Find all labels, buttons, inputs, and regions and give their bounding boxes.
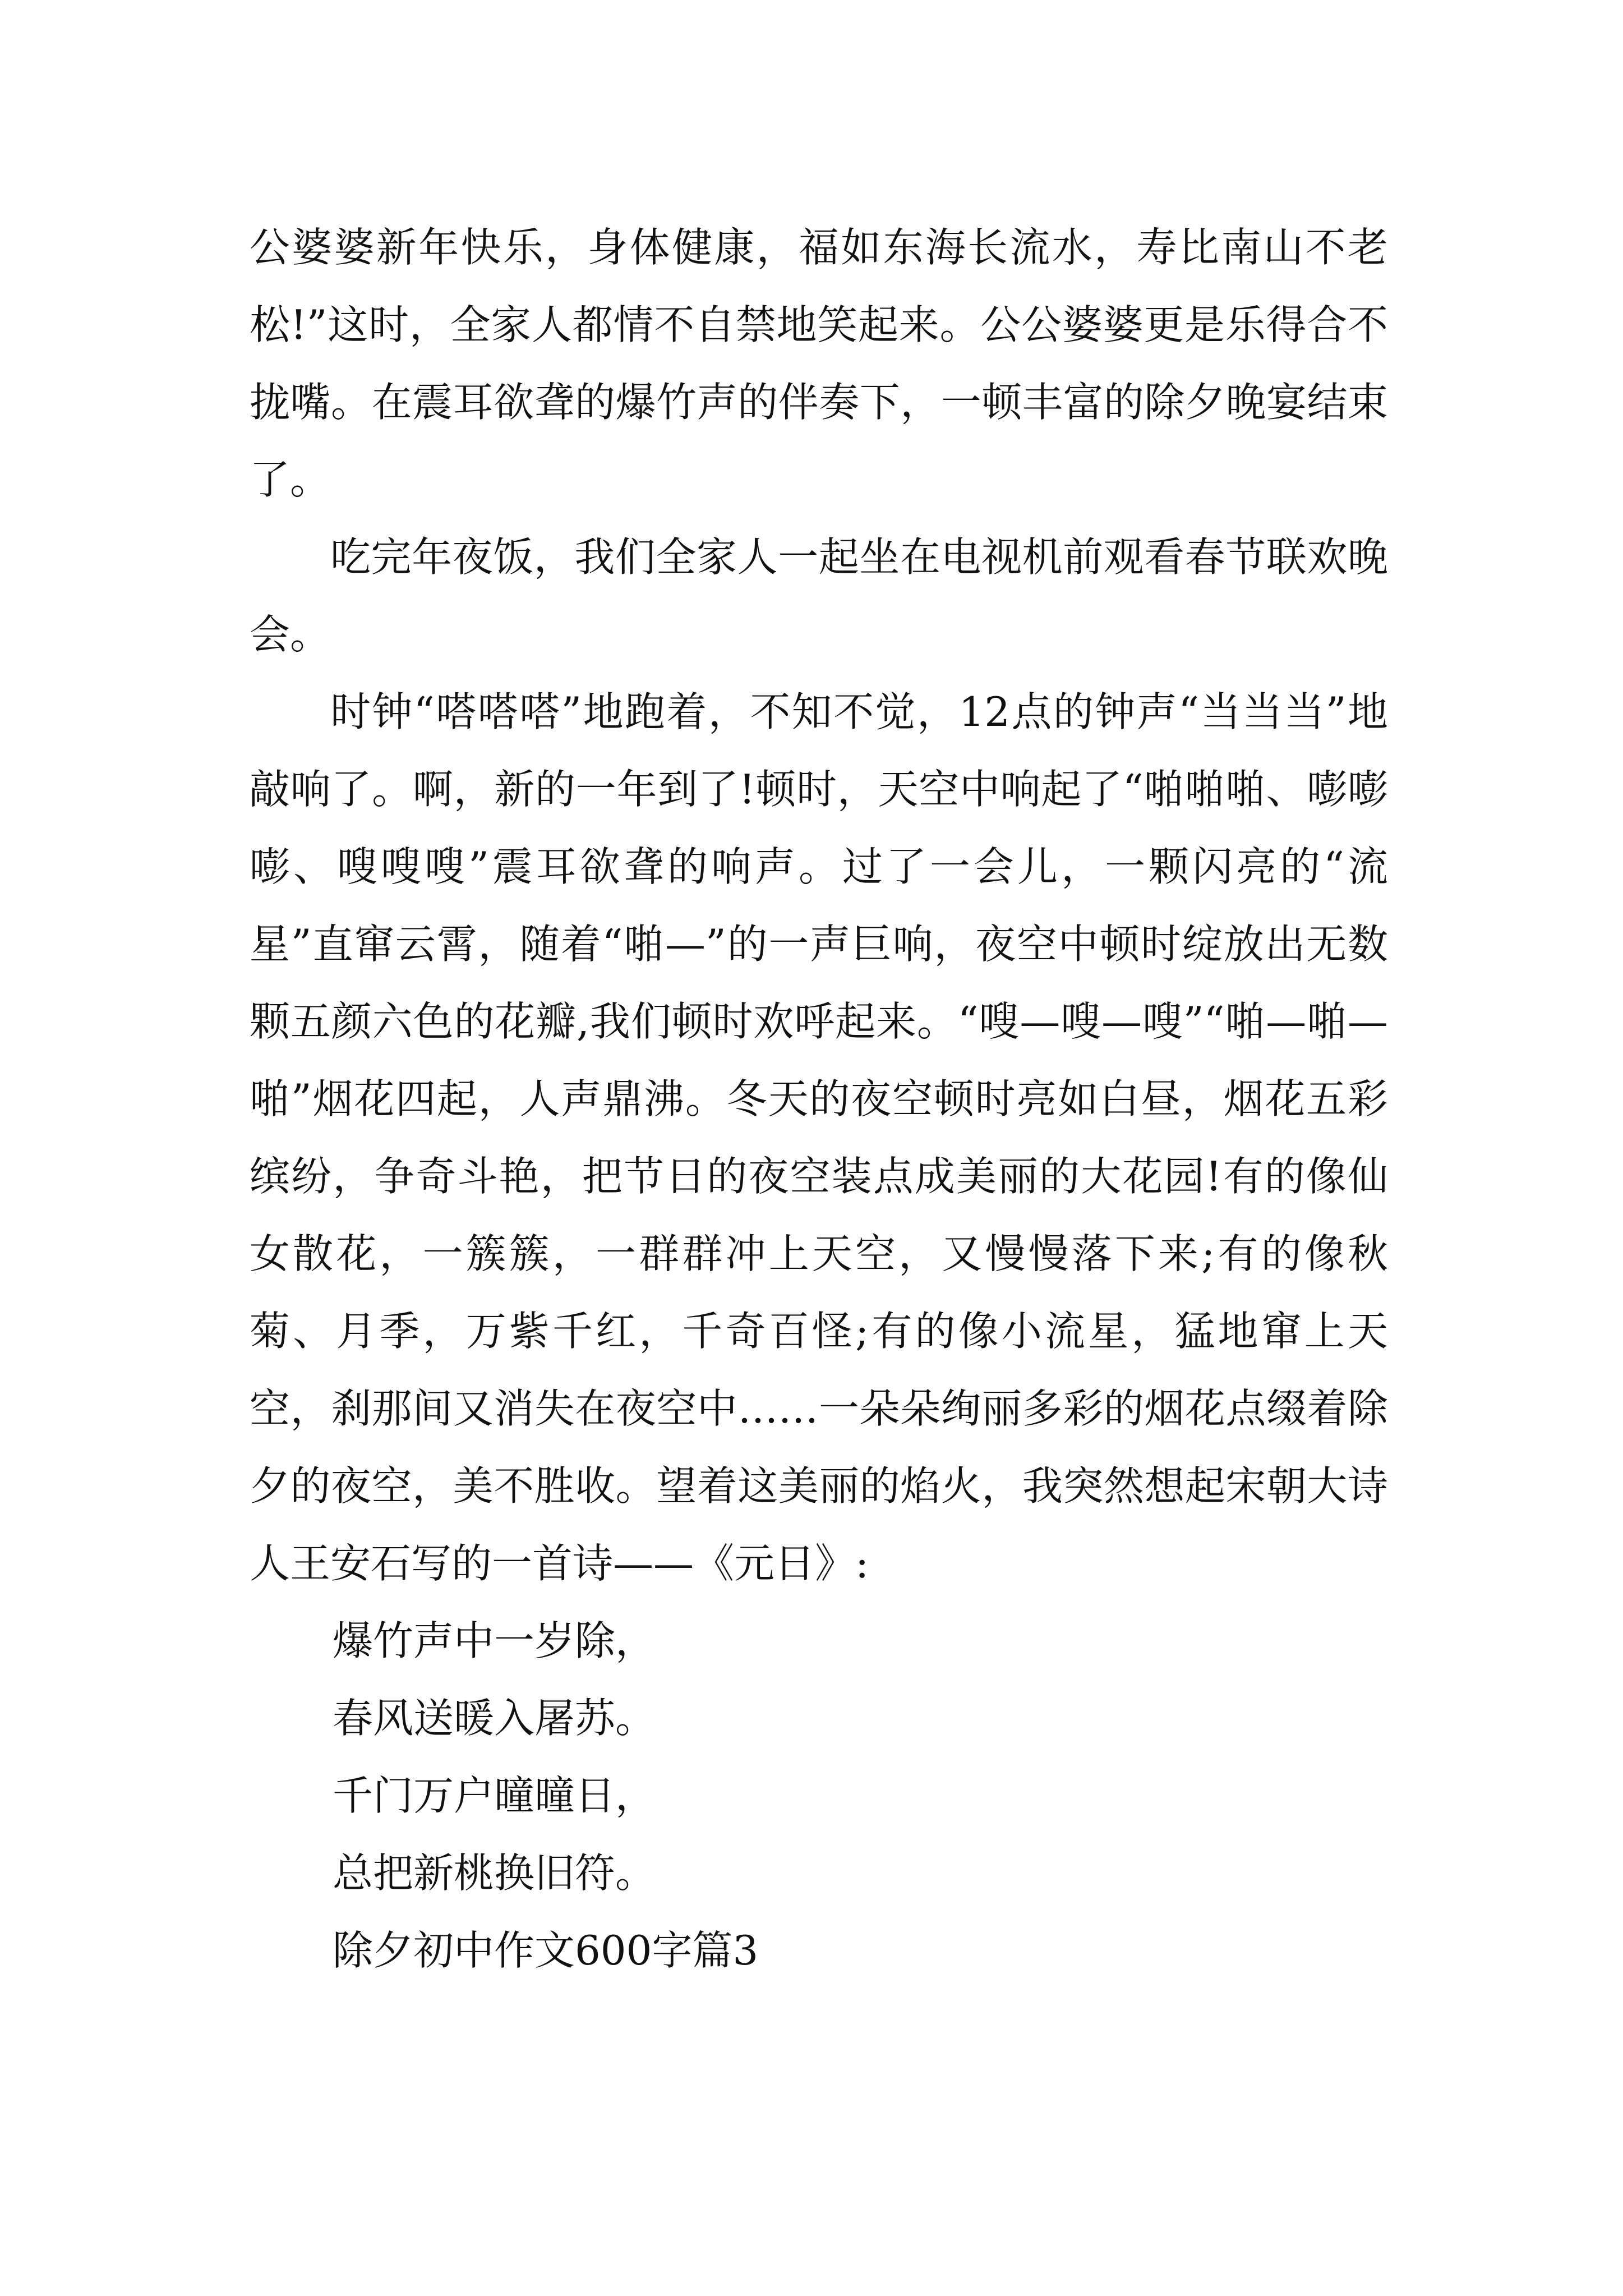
poem-line-3: 千门万户曈曈日， — [333, 1772, 656, 1819]
paragraph-fireworks: 时钟“嗒嗒嗒”地跑着，不知不觉，12点的钟声“当当当”地敲响了。啊，新的一年到了!顿时，天空中响起了“啪啪啪、嘭嘭嘭、嗖嗖嗖”震耳欲聋的响声。过了一会儿，一颗闪亮的“流星”直窜云霄，随着“啪—”的一声巨响，夜空中顿时绽放出无数颗五颜六色的花瓣,我们顿时欢呼起来。“嗖—嗖—嗖”“啪—啪—啪”烟花四起，人声鼎沸。冬天的夜空顿时亮如白昼，烟花五彩缤纷，争奇斗艳，把节日的夜空装点成美丽的大花园!有的像仙女散花，一簇簇，一群群冲上天空，又慢慢落下来;有的像秋菊、月季，万紫千红，千奇百怪;有的像小流星，猛地窜上天空，刹那间又消失在夜空中……一朵朵绚丽多彩的烟花点缀着除夕的夜空，美不胜收。望着这美丽的焰火，我突然想起宋朝大诗人王安石写的一首诗——《元日》: — [250, 688, 1388, 1587]
paragraph-continuation: 公婆婆新年快乐，身体健康，福如东海长流水，寿比南山不老松!”这时，全家人都情不自禁地笑起来。公公婆婆更是乐得合不拢嘴。在震耳欲聋的爆竹声的伴奏下，一顿丰富的除夕晚宴结束了。 — [250, 224, 1388, 503]
next-section-heading: 除夕初中作文600字篇3 — [333, 1927, 759, 1974]
paragraph-watching-gala: 吃完年夜饭，我们全家人一起坐在电视机前观看春节联欢晚会。 — [250, 533, 1388, 658]
poem-line-4: 总把新桃换旧符。 — [333, 1849, 656, 1897]
document-body — [250, 209, 1388, 1989]
poem-line-1: 爆竹声中一岁除， — [333, 1617, 656, 1664]
poem-line-2: 春风送暖入屠苏。 — [333, 1695, 656, 1742]
